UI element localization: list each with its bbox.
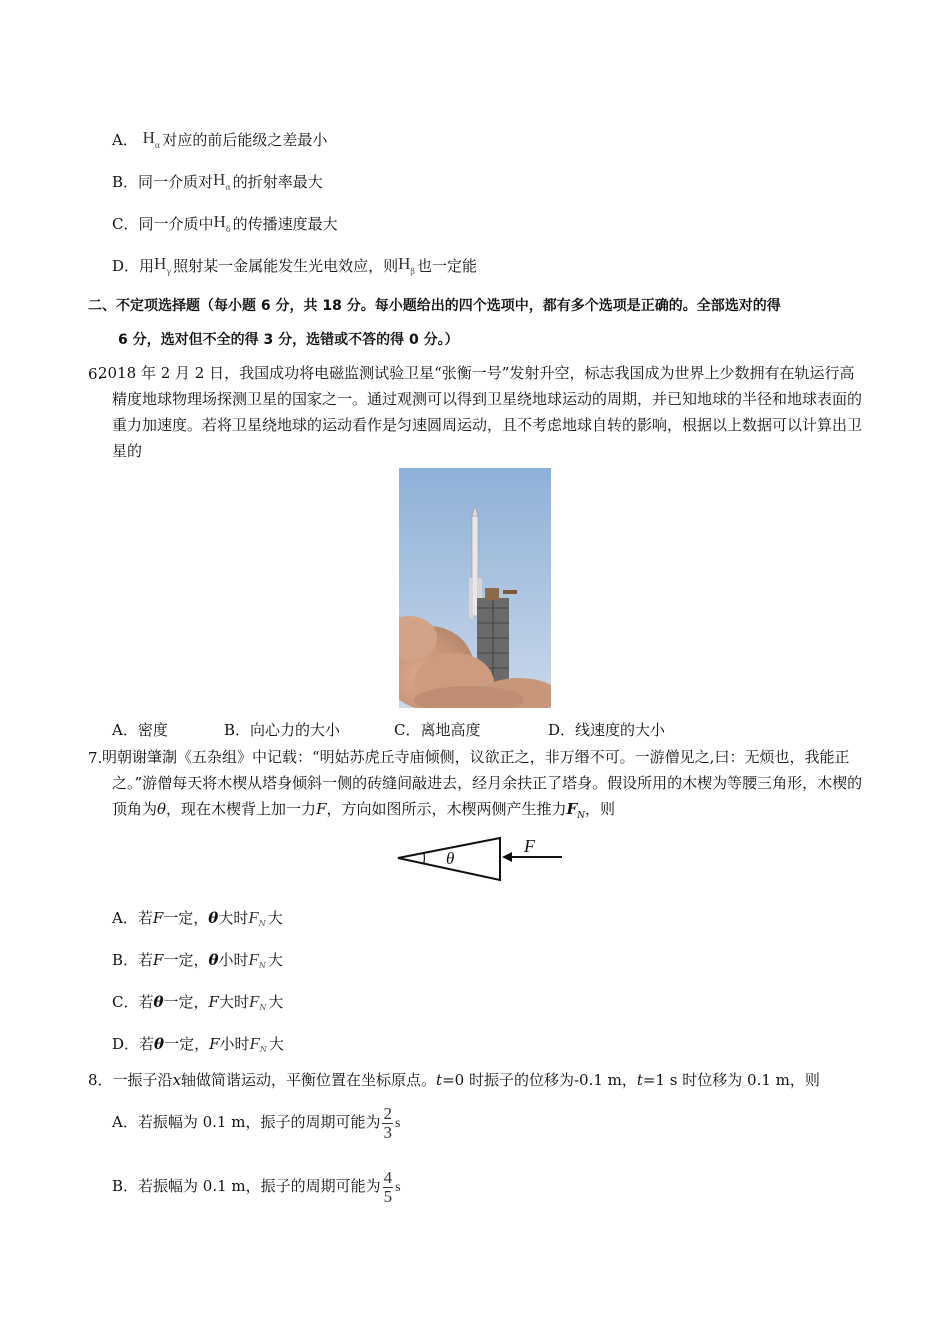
q8-option-b	[112, 1164, 401, 1210]
theta-symbol: θ	[157, 800, 167, 818]
h-symbol: H	[142, 128, 155, 147]
fraction-numerator: 2	[383, 1103, 392, 1123]
q5-option-c	[112, 214, 338, 237]
variable-t: t	[636, 1071, 643, 1089]
option-text-pre: 用	[139, 257, 155, 275]
q7-text-1: 明朝谢肇淛《五杂组》中记载：“明姑苏虎丘寺庙倾侧，议欲正之，非万缗不可。一游僧见之,曰：无烦也，我能正之。”游僧每天将木楔从塔身倾斜一侧的砖缝间敲进去，经月余扶正了塔身。假设所用的木楔为等腰三角形，木楔的顶角为	[102, 748, 863, 818]
q5-option-d	[112, 256, 477, 279]
option-text: 大	[268, 993, 284, 1011]
fn-subscript: N	[259, 1003, 267, 1012]
fraction-numerator: 4	[383, 1167, 393, 1187]
h-subscript: γ	[166, 267, 172, 276]
option-label: A．	[112, 131, 138, 149]
h-symbol: H	[154, 254, 167, 273]
q8-option-a	[112, 1100, 400, 1146]
q6-text: 2018 年 2 月 2 日，我国成功将电磁监测试验卫星“张衡一号”发射升空，标志我国成为世界上少数拥有在轨运行高精度地球物理场探测卫星的国家之一。通过观测可以得到卫星绕地球运动的周期，并已知地球的半径和地球表面的重力加速度。若将卫星绕地球的运动看作是匀速圆周运动，且不考虑地球自转的影响，根据以上数据可以计算出卫星的	[98, 364, 863, 460]
q7-option-d	[112, 1034, 284, 1057]
option-label: B．	[112, 173, 139, 191]
force-arrow-label: F	[524, 836, 535, 856]
variable-x: x	[172, 1071, 182, 1089]
option-label: B．	[112, 951, 139, 969]
q8-text: =1 s 时位移为 0.1 m，则	[642, 1071, 820, 1089]
h-symbol: H	[213, 212, 226, 231]
option-text: 的折射率最大	[232, 173, 323, 191]
option-text: 若	[139, 1035, 155, 1053]
h-subscript: α	[225, 183, 231, 192]
q8-text: =0 时振子的位移为-0.1 m，	[442, 1071, 637, 1089]
option-text: 一定，	[163, 909, 209, 927]
q7-option-a	[112, 908, 283, 931]
option-text: 一定，	[163, 951, 209, 969]
fraction-denominator: 5	[383, 1186, 393, 1206]
q7-text-3: ，方向如图所示，木楔两侧产生推力	[326, 800, 567, 818]
fn-symbol: F	[248, 992, 260, 1011]
option-text: 也一定能	[417, 257, 478, 275]
q6-stem	[98, 360, 864, 464]
q8-number: 8．	[88, 1071, 113, 1089]
unit: s	[394, 1116, 401, 1131]
normal-force-subscript: N	[577, 811, 586, 821]
option-text-pre: 同一介质中	[138, 215, 214, 233]
option-text: 大	[267, 909, 283, 927]
q6-number: 6.	[88, 365, 103, 383]
variable-t: t	[436, 1071, 443, 1089]
q7-text-4: ，则	[585, 800, 616, 818]
q7-option-c	[112, 992, 283, 1015]
wedge-diagram	[394, 834, 566, 884]
rocket-launch-illustration	[399, 468, 551, 708]
option-label: C．	[112, 215, 139, 233]
q7-text-2: ，现在木楔背上加一力	[166, 800, 317, 818]
q6-option-b: B．向心力的大小	[224, 721, 341, 739]
fraction	[383, 1169, 394, 1206]
option-text: 大	[268, 1035, 284, 1053]
variable: θ	[208, 951, 219, 969]
option-text: 若振幅为 0.1 m，振子的周期可能为	[138, 1177, 381, 1195]
h-subscript: δ	[225, 225, 231, 234]
q6-option-a: A．密度	[112, 721, 168, 739]
option-label: D．	[112, 257, 140, 275]
h-subscript: α	[154, 141, 161, 150]
normal-force-symbol: F	[566, 800, 578, 818]
rocket-launch-photo	[399, 468, 551, 708]
option-text: 大时	[218, 909, 249, 927]
section-2-heading: 二、不定项选择题（每小题 6 分，共 18 分。每小题给出的四个选项中，都有多个选项是正确的。全部选对的得	[88, 298, 781, 314]
unit: s	[395, 1180, 401, 1195]
q8-stem	[88, 1070, 820, 1090]
option-text: 若	[138, 993, 154, 1011]
option-text: 小时	[219, 1035, 250, 1053]
q8-text: 轴做简谐运动，平衡位置在坐标原点。	[181, 1071, 437, 1089]
h-subscript: β	[410, 267, 416, 276]
variable: F	[152, 909, 164, 927]
option-text: 的传播速度最大	[232, 215, 338, 233]
q5-option-b	[112, 172, 323, 195]
option-text-mid: 照射某一金属能发生光电效应，则	[173, 257, 399, 275]
variable: F	[153, 951, 164, 969]
q7-number: 7.	[88, 749, 103, 767]
fn-subscript: N	[258, 961, 266, 970]
wedge-theta-label: θ	[446, 849, 455, 868]
fn-subscript: N	[258, 919, 266, 928]
q5-option-a	[112, 130, 327, 153]
h-symbol: H	[213, 170, 226, 189]
variable: θ	[153, 993, 164, 1011]
option-text: 大时	[218, 993, 249, 1011]
option-text: 小时	[218, 951, 249, 969]
q6-option-c: C．离地高度	[394, 721, 481, 739]
option-text: 若	[138, 951, 154, 969]
fn-subscript: N	[259, 1045, 267, 1054]
fn-symbol: F	[248, 908, 259, 927]
variable: θ	[154, 1035, 165, 1053]
section-2-heading-cont: 6 分，选对但不全的得 3 分，选错或不答的得 0 分。）	[118, 332, 459, 348]
option-label: D．	[112, 1035, 140, 1053]
option-label: A．	[112, 1113, 138, 1131]
fn-symbol: F	[249, 1034, 260, 1053]
option-label: C．	[112, 993, 139, 1011]
option-text: 一定，	[163, 993, 209, 1011]
h-symbol: H	[398, 254, 411, 273]
variable: F	[209, 1035, 220, 1053]
variable: F	[208, 993, 219, 1011]
fn-symbol: F	[248, 950, 259, 969]
q8-text: 一振子沿	[112, 1071, 173, 1089]
variable: θ	[208, 909, 219, 927]
q7-stem	[102, 744, 866, 829]
wedge-figure	[394, 834, 566, 884]
option-text: 若振幅为 0.1 m，振子的周期可能为	[137, 1113, 381, 1131]
option-text: 一定，	[164, 1035, 210, 1053]
force-symbol: F	[316, 800, 327, 818]
option-label: B．	[112, 1177, 139, 1195]
option-label: A．	[112, 909, 138, 927]
option-text: 若	[137, 909, 153, 927]
option-text-pre: 同一介质对	[138, 173, 214, 191]
fraction-denominator: 3	[383, 1122, 392, 1142]
q7-option-b	[112, 950, 283, 973]
q6-option-d: D．线速度的大小	[548, 721, 666, 739]
fraction	[382, 1105, 393, 1142]
option-text: 对应的前后能级之差最小	[162, 131, 328, 149]
option-text: 大	[267, 951, 283, 969]
